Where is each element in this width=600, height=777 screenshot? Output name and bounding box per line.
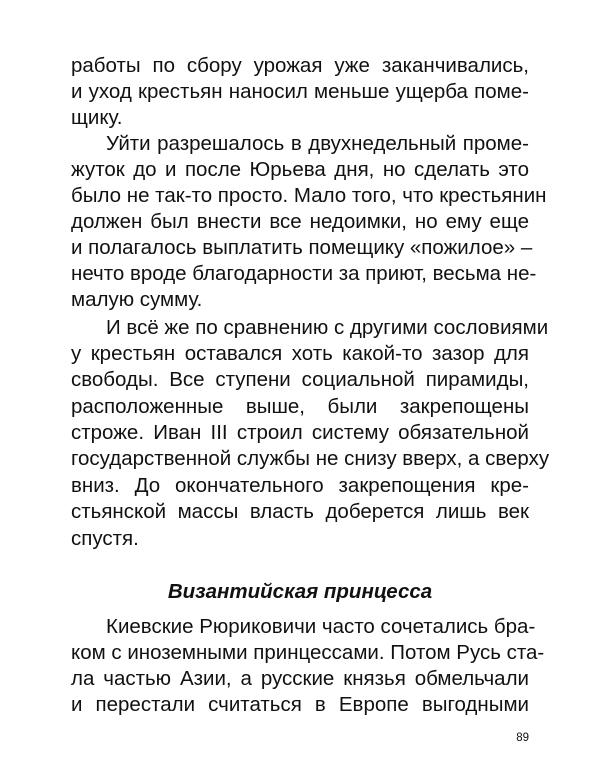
text-line: нечто вроде благодарности за приют, весьма не- <box>71 262 537 285</box>
text-line: строже. Иван III строил систему обязательной <box>71 421 529 444</box>
text-line: ла частью Азии, а русские князья обмельчали <box>71 667 529 690</box>
text-line: ком с иноземными принцессами. Потом Русь ста- <box>71 641 545 664</box>
text-line: государственной службы не снизу вверх, а сверху <box>71 447 550 470</box>
page-number: 89 <box>516 732 529 744</box>
text-line: жуток до и после Юрьева дня, но сделать это <box>71 158 529 181</box>
text-line: и уход крестьян наносил меньше ущерба поме- <box>71 80 529 103</box>
text-line: вниз. До окончательного закрепощения кре- <box>71 474 529 497</box>
text-line: должен был внести все недоимки, но ему еще <box>71 210 529 233</box>
text-line: расположенные выше, были закрепощены <box>71 395 529 418</box>
text-line: свободы. Все ступени социальной пирамиды, <box>71 368 529 391</box>
text-line: малую сумму. <box>71 288 203 311</box>
text-line: Уйти разрешалось в двухнедельный проме- <box>106 132 529 155</box>
text-line: работы по сбору урожая уже заканчивались, <box>71 54 529 77</box>
text-line: щику. <box>71 106 123 129</box>
text-line: И всё же по сравнению с другими сословиями <box>106 316 549 339</box>
section-heading: Византийская принцесса <box>167 580 433 603</box>
text-line: Киевские Рюриковичи часто сочетались бра- <box>106 615 536 638</box>
text-line: у крестьян оставался хоть какой-то зазор для <box>71 342 529 365</box>
text-line: и перестали считаться в Европе выгодными <box>71 693 529 716</box>
text-line: было не так-то просто. Мало того, что крестьянин <box>71 184 547 207</box>
text-line: и полагалось выплатить помещику «пожилое» – <box>71 236 533 259</box>
text-line: спустя. <box>71 527 139 550</box>
text-line: стьянской массы власть доберется лишь век <box>71 500 529 523</box>
